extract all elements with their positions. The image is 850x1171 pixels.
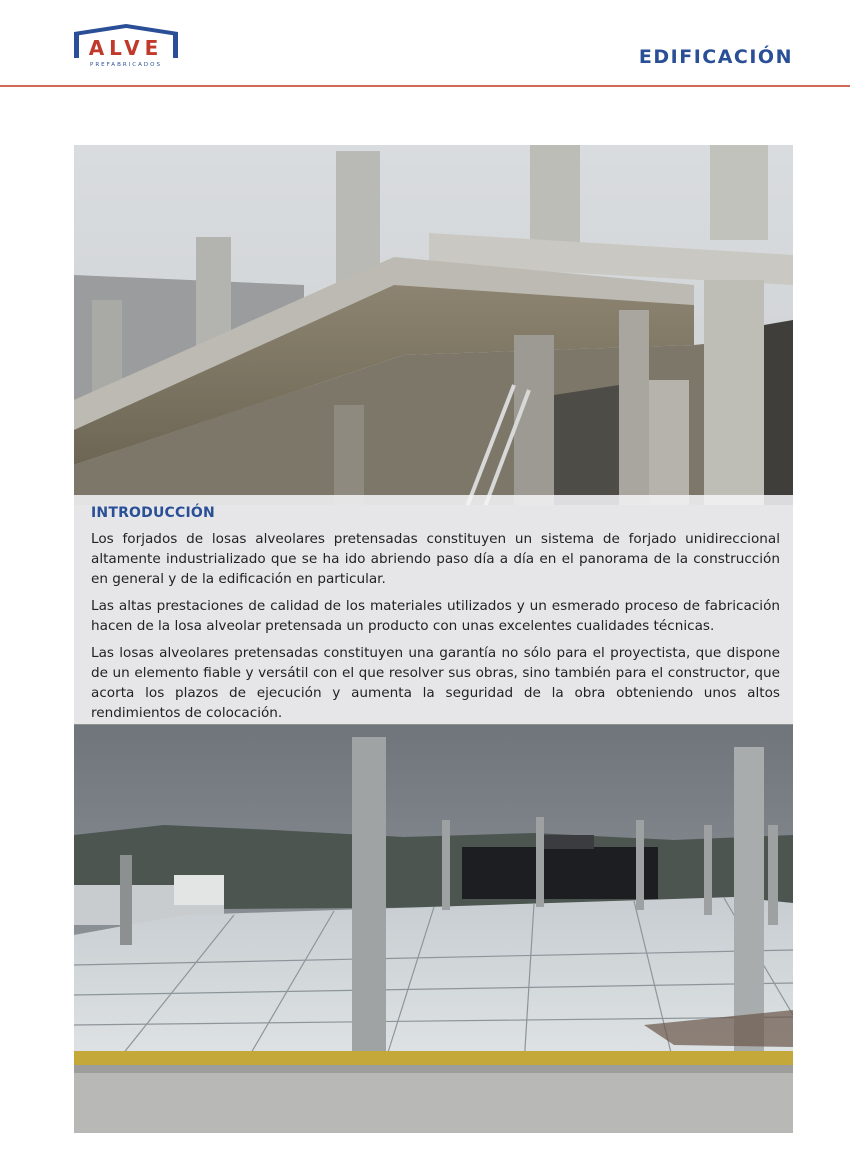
section-title: EDIFICACIÓN — [638, 46, 793, 68]
intro-text-panel — [74, 495, 793, 724]
intro-paragraph-2: Las altas prestaciones de calidad de los materiales utilizados y un esmerado proceso de fabricación hacen de la losa alveolar pretensada un producto con unas excelentes cualidades técnicas. — [91, 598, 780, 634]
header-divider — [0, 85, 850, 87]
intro-paragraph-1: Los forjados de losas alveolares pretensadas constituyen un sistema de forjado unidireccional altamente industrializado que se ha ido abriendo paso día a día en el panorama de la construcción en general y de la edificación en particular. — [91, 531, 780, 587]
alve-logo — [72, 22, 180, 70]
hollow-core-slab-deck-photo — [74, 725, 793, 1133]
logo-text: ALVE — [88, 36, 164, 60]
intro-heading: INTRODUCCIÓN — [91, 505, 215, 521]
intro-paragraph-3: Las losas alveolares pretensadas constituyen una garantía no sólo para el proyectista, que dispone de un elemento fiable y versátil con el que resolver sus obras, sino también para el constructor, que acorta los plazos de ejecución y aumenta la seguridad de la obra obteniendo unos altos rendimientos de colocación. — [91, 645, 780, 721]
logo-subtext: PREFABRICADOS — [90, 62, 162, 68]
